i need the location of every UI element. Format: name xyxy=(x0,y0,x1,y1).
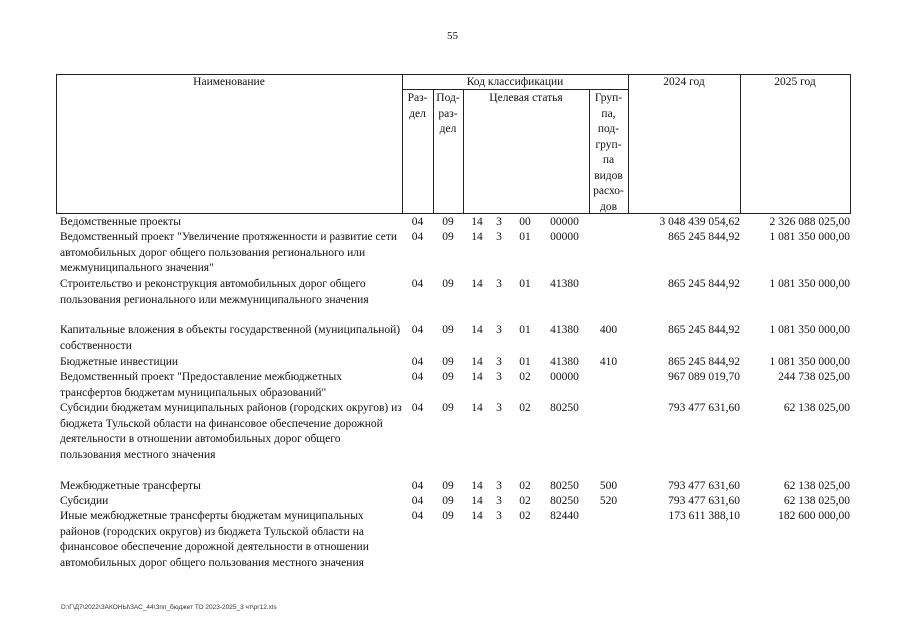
cell-amount-2025: 2 326 088 025,00 xyxy=(769,216,850,228)
cell-amount-2025: 244 738 025,00 xyxy=(778,371,850,383)
cell-target-direction: 00000 xyxy=(550,371,579,383)
col-divider-group xyxy=(628,74,629,214)
cell-razdel: 04 xyxy=(411,371,424,383)
table-row xyxy=(56,494,851,509)
header-left-border xyxy=(56,74,57,214)
cell-amount-2024: 865 245 844,92 xyxy=(668,231,740,243)
header-year-2024: 2024 год xyxy=(663,76,705,88)
cell-razdel: 04 xyxy=(411,231,424,243)
cell-podrazdel: 09 xyxy=(442,356,454,368)
cell-target-direction: 80250 xyxy=(550,402,579,414)
cell-amount-2025: 182 600 000,00 xyxy=(778,510,850,522)
cell-target-item: 01 xyxy=(519,231,531,243)
cell-target-type: 3 xyxy=(496,216,502,228)
header-right-border xyxy=(850,74,851,214)
cell-target-item: 02 xyxy=(519,495,531,507)
cell-razdel: 04 xyxy=(411,216,424,228)
file-path-footer: D:\Г\Д7\2022\ЗАКОНЫ\ЗАС_44\Зпп_бюджет ТО 2023-2025_3 чт\рг12.xls xyxy=(61,604,277,611)
cell-target-program: 14 xyxy=(471,356,483,368)
cell-target-type: 3 xyxy=(496,324,502,336)
cell-amount-2024: 967 089 019,70 xyxy=(668,371,740,383)
cell-target-type: 3 xyxy=(496,371,502,383)
table-row xyxy=(56,215,851,230)
cell-target-type: 3 xyxy=(496,278,502,290)
cell-podrazdel: 09 xyxy=(442,371,454,383)
cell-name: Субсидии xyxy=(60,495,109,507)
cell-podrazdel: 09 xyxy=(442,480,454,492)
header-target: Целевая статья xyxy=(489,92,563,104)
cell-amount-2025: 62 138 025,00 xyxy=(783,495,850,507)
cell-target-program: 14 xyxy=(471,495,483,507)
cell-target-program: 14 xyxy=(471,216,483,228)
cell-razdel: 04 xyxy=(411,324,424,336)
table-row xyxy=(56,509,851,571)
cell-target-item: 02 xyxy=(519,402,531,414)
cell-amount-2024: 173 611 388,10 xyxy=(668,510,740,522)
cell-target-type: 3 xyxy=(496,510,502,522)
cell-target-type: 3 xyxy=(496,231,502,243)
cell-razdel: 04 xyxy=(411,402,424,414)
cell-podrazdel: 09 xyxy=(442,231,454,243)
cell-amount-2025: 1 081 350 000,00 xyxy=(769,356,850,368)
cell-podrazdel: 09 xyxy=(442,402,454,414)
cell-amount-2025: 1 081 350 000,00 xyxy=(769,278,850,290)
cell-target-item: 02 xyxy=(519,371,531,383)
cell-target-item: 02 xyxy=(519,510,531,522)
cell-name: Ведомственный проект "Увеличение протяженности и развитие сети автомобильных дорог общего пользования регионального или межмуниципального значения" xyxy=(60,231,398,274)
cell-target-direction: 00000 xyxy=(550,216,579,228)
header-razdel: Раз- дел xyxy=(407,92,428,120)
cell-podrazdel: 09 xyxy=(442,510,454,522)
cell-target-item: 02 xyxy=(519,480,531,492)
cell-podrazdel: 09 xyxy=(442,324,454,336)
cell-razdel: 04 xyxy=(411,495,424,507)
cell-razdel: 04 xyxy=(411,356,424,368)
cell-name: Капитальные вложения в объекты государственной (муниципальной) собственности xyxy=(60,324,401,352)
page-number: 55 xyxy=(447,30,458,42)
cell-target-direction: 00000 xyxy=(550,231,579,243)
table-row xyxy=(56,401,851,479)
cell-target-direction: 80250 xyxy=(550,495,579,507)
cell-amount-2025: 62 138 025,00 xyxy=(783,402,850,414)
cell-target-type: 3 xyxy=(496,356,502,368)
col-divider-podrazdel xyxy=(463,89,464,214)
cell-name: Субсидии бюджетам муниципальных районов (городских округов) из бюджета Тульской области на финансовое обеспечение дорожной деятельности в отношении автомобильных дорог общего пользования местного значения xyxy=(60,402,402,461)
table-row xyxy=(56,230,851,277)
table-body xyxy=(56,215,851,571)
cell-target-program: 14 xyxy=(471,324,483,336)
table-row xyxy=(56,323,851,355)
cell-amount-2024: 865 245 844,92 xyxy=(668,356,740,368)
col-divider-2024 xyxy=(740,74,741,214)
cell-name: Строительство и реконструкция автомобильных дорог общего пользования регионального или межмуниципального значения xyxy=(60,278,369,306)
cell-razdel: 04 xyxy=(411,278,424,290)
table-row xyxy=(56,370,851,401)
cell-podrazdel: 09 xyxy=(442,278,454,290)
cell-target-program: 14 xyxy=(471,402,483,414)
cell-target-item: 01 xyxy=(519,324,531,336)
header-code-group: Код классификации xyxy=(466,76,564,88)
cell-amount-2024: 793 477 631,60 xyxy=(668,495,740,507)
header-name: Наименование xyxy=(193,76,265,88)
header-podrazdel: Под- раз- дел xyxy=(436,92,460,135)
cell-amount-2024: 865 245 844,92 xyxy=(668,324,740,336)
cell-expense-group: 410 xyxy=(599,356,618,368)
cell-amount-2024: 865 245 844,92 xyxy=(668,278,740,290)
cell-target-direction: 41380 xyxy=(550,324,579,336)
table-row xyxy=(56,277,851,323)
table-row xyxy=(56,355,851,370)
cell-amount-2024: 3 048 439 054,62 xyxy=(659,216,740,228)
cell-podrazdel: 09 xyxy=(442,495,454,507)
header-bottom-border xyxy=(56,213,851,214)
table-header xyxy=(56,74,851,214)
cell-target-program: 14 xyxy=(471,278,483,290)
cell-target-item: 00 xyxy=(519,216,531,228)
cell-name: Ведомственный проект "Предоставление межбюджетных трансфертов бюджетам муниципальных образований" xyxy=(60,371,342,399)
cell-expense-group: 520 xyxy=(599,495,618,507)
cell-target-program: 14 xyxy=(471,371,483,383)
cell-name: Ведомственные проекты xyxy=(60,216,181,228)
cell-amount-2025: 62 138 025,00 xyxy=(783,480,850,492)
header-year-2025: 2025 год xyxy=(774,76,816,88)
cell-name: Иные межбюджетные трансферты бюджетам муниципальных районов (городских округов) из бюджета Тульской области на финансовое обеспечение дорожной деятельности в отношении автомобильных дорог общего пользования местного значения xyxy=(60,510,369,569)
cell-target-type: 3 xyxy=(496,480,502,492)
cell-amount-2024: 793 477 631,60 xyxy=(668,402,740,414)
cell-target-direction: 41380 xyxy=(550,278,579,290)
cell-target-type: 3 xyxy=(496,402,502,414)
cell-podrazdel: 09 xyxy=(442,216,454,228)
cell-target-direction: 80250 xyxy=(550,480,579,492)
header-group: Груп- па, под- груп- па видов расхо- дов xyxy=(593,92,624,213)
cell-expense-group: 400 xyxy=(599,324,618,336)
cell-expense-group: 500 xyxy=(599,480,618,492)
cell-target-program: 14 xyxy=(471,480,483,492)
cell-target-item: 01 xyxy=(519,278,531,290)
table-row xyxy=(56,479,851,494)
cell-target-direction: 82440 xyxy=(550,510,579,522)
cell-amount-2024: 793 477 631,60 xyxy=(668,480,740,492)
cell-target-direction: 41380 xyxy=(550,356,579,368)
cell-target-item: 01 xyxy=(519,356,531,368)
cell-name: Бюджетные инвестиции xyxy=(60,356,179,368)
cell-name: Межбюджетные трансферты xyxy=(60,480,201,492)
cell-target-type: 3 xyxy=(496,495,502,507)
cell-target-program: 14 xyxy=(471,231,483,243)
cell-razdel: 04 xyxy=(411,510,424,522)
cell-razdel: 04 xyxy=(411,480,424,492)
cell-target-program: 14 xyxy=(471,510,483,522)
cell-amount-2025: 1 081 350 000,00 xyxy=(769,231,850,243)
cell-amount-2025: 1 081 350 000,00 xyxy=(769,324,850,336)
